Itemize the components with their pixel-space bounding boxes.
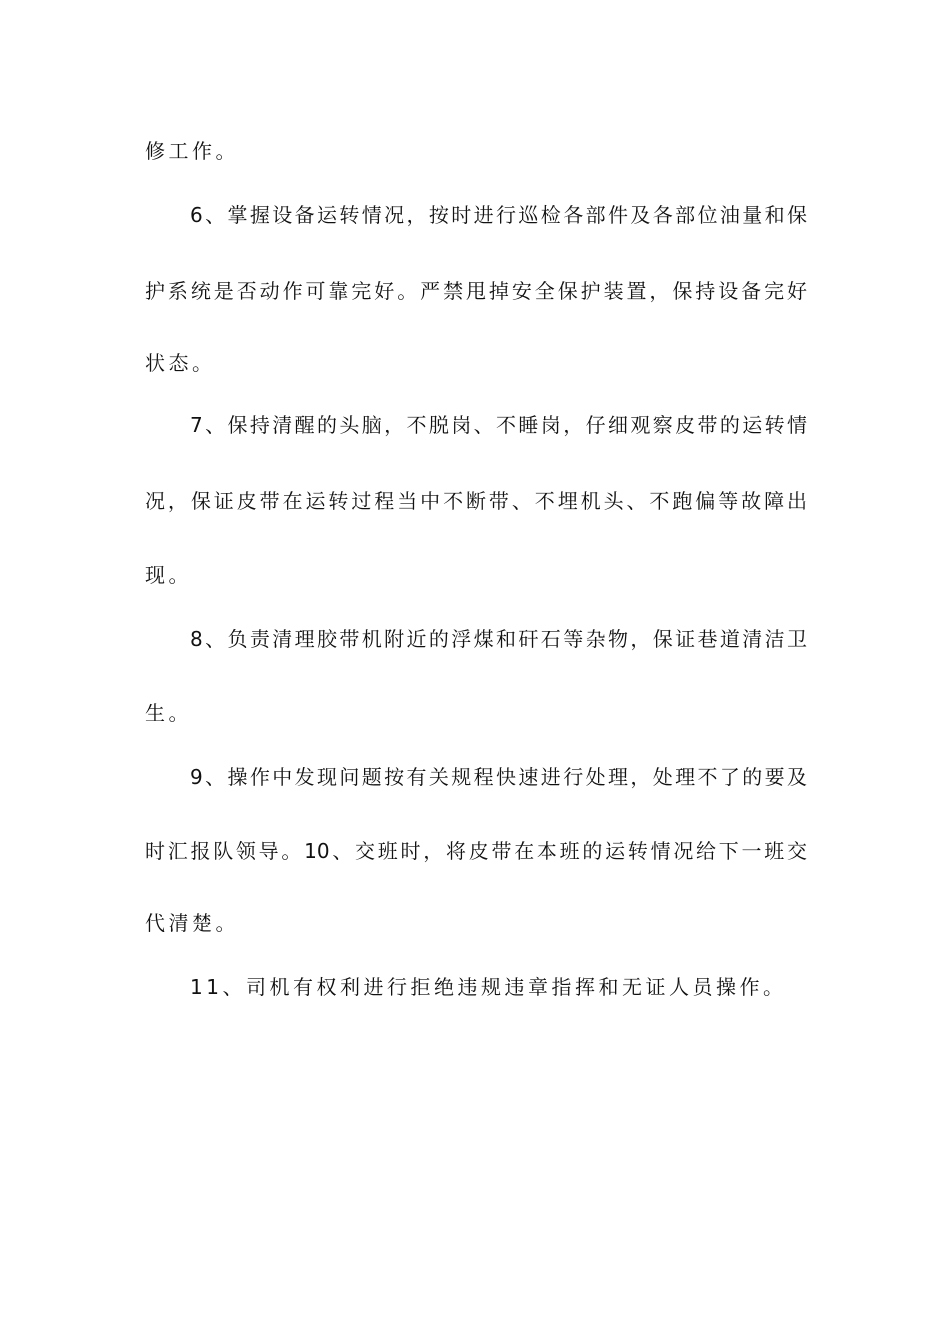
text-line: 生。	[145, 701, 192, 725]
text-line: 时汇报队领导。10、交班时，将皮带在本班的运转情况给下一班交	[145, 839, 807, 863]
text-line: 状态。	[145, 351, 216, 375]
text-line: 现。	[145, 563, 192, 587]
text-line: 7、保持清醒的头脑，不脱岗、不睡岗，仔细观察皮带的运转情	[190, 413, 807, 437]
text-line: 护系统是否动作可靠完好。严禁甩掉安全保护装置，保持设备完好	[145, 279, 807, 303]
text-line: 况，保证皮带在运转过程当中不断带、不埋机头、不跑偏等故障出	[145, 489, 807, 513]
text-line: 11、司机有权利进行拒绝违规违章指挥和无证人员操作。	[190, 975, 787, 999]
text-line: 代清楚。	[145, 911, 239, 935]
text-line: 修工作。	[145, 139, 239, 163]
text-line: 8、负责清理胶带机附近的浮煤和矸石等杂物，保证巷道清洁卫	[190, 627, 807, 651]
text-line: 6、掌握设备运转情况，按时进行巡检各部件及各部位油量和保	[190, 203, 807, 227]
text-line: 9、操作中发现问题按有关规程快速进行处理，处理不了的要及	[190, 765, 807, 789]
